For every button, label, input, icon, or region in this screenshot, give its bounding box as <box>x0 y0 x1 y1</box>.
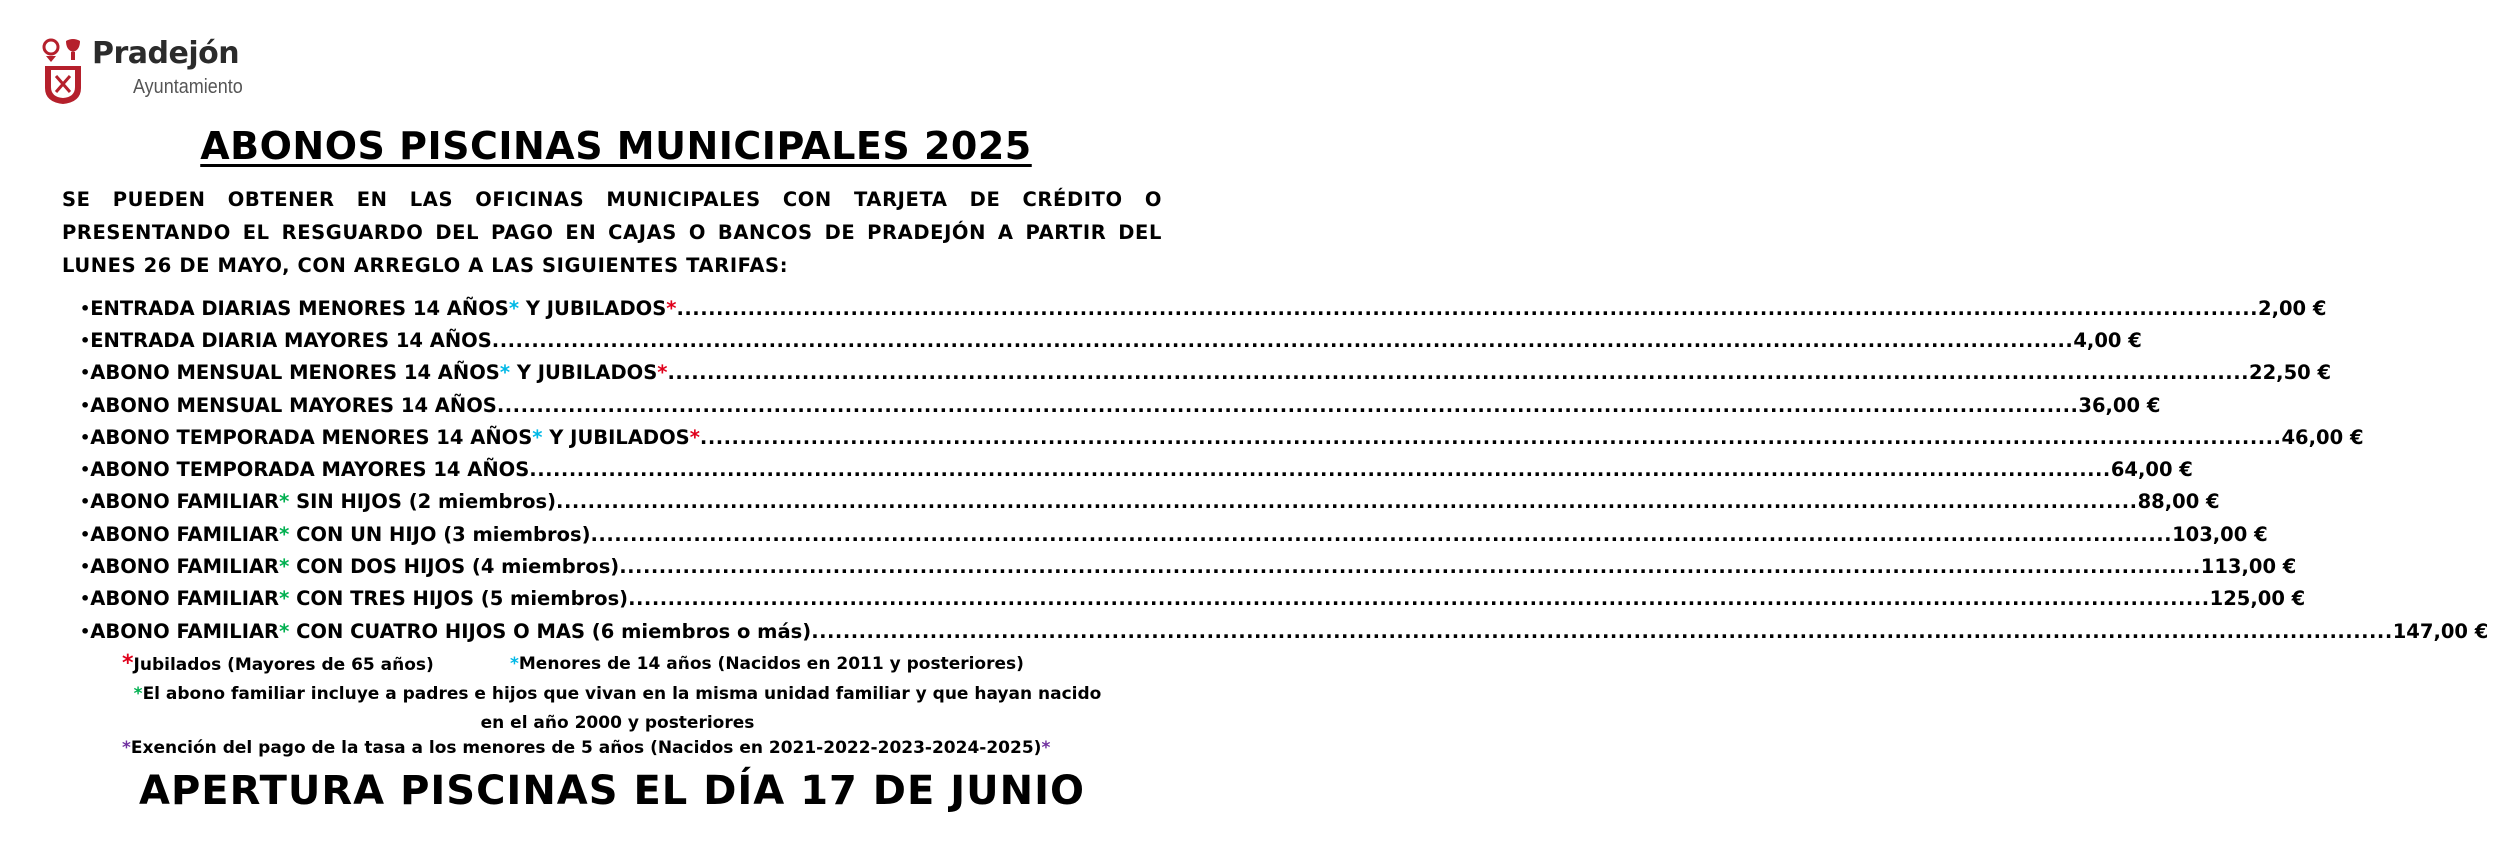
rate-label <box>90 523 590 546</box>
rate-price: 103,00 € <box>2172 522 2268 546</box>
bullet-icon: • <box>80 524 91 544</box>
dot-leader: ........................................................................................................................................................................................................ <box>619 555 2201 579</box>
rate-item <box>80 583 2306 615</box>
pradejon-logo <box>42 38 282 108</box>
dot-leader: ........................................................................................................................................................................................................ <box>590 522 2173 546</box>
asterisk: * <box>499 361 511 385</box>
rate-price: 46,00 € <box>2281 425 2364 449</box>
bullet-icon: • <box>80 298 91 318</box>
rate-label <box>90 458 529 481</box>
rate-item <box>80 486 2220 518</box>
rate-price: 125,00 € <box>2209 587 2306 611</box>
dot-leader: ........................................................................................................................................................................................................ <box>556 490 2138 514</box>
rate-label-text: ABONO FAMILIAR <box>90 555 280 579</box>
intro-paragraph: SE PUEDEN OBTENER EN LAS OFICINAS MUNICIPALES CON TARJETA DE CRÉDITO O PRESENTANDO EL RESGUARDO DEL PAGO EN CAJAS O BANCOS DE PRADEJÓN A PARTIR DEL LUNES 26 DE MAYO, CON ARREGLO A LAS SIGUIENTES TARIFAS: <box>62 188 1162 277</box>
note-retired-text: Jubilados (Mayores de 65 años) <box>133 655 434 675</box>
asterisk: * <box>666 296 677 320</box>
purple-asterisk: * <box>122 738 131 758</box>
bullet-icon: • <box>80 395 91 415</box>
logo-brand-name: Pradejón <box>92 36 240 71</box>
bullet-icon: • <box>80 492 91 512</box>
rate-item <box>80 324 2142 356</box>
dot-leader: ........................................................................................................................................................................................................ <box>491 328 2074 352</box>
rate-price: 4,00 € <box>2073 328 2142 352</box>
rate-label <box>90 394 497 417</box>
rate-label <box>90 297 676 320</box>
note-family-line2: en el año 2000 y posteriores <box>480 713 755 733</box>
rate-item <box>80 453 2193 485</box>
asterisk: * <box>279 587 290 611</box>
rate-item <box>80 389 2161 421</box>
rate-label-text: ABONO TEMPORADA MAYORES 14 AÑOS <box>90 458 530 482</box>
rate-label-text: Y JUBILADOS <box>542 425 690 449</box>
rate-label-text: CON DOS HIJOS (4 miembros) <box>289 555 620 579</box>
rate-label <box>90 587 628 610</box>
note-exemption <box>122 738 1050 758</box>
rate-price: 147,00 € <box>2392 619 2489 643</box>
rate-label-text: ABONO FAMILIAR <box>90 587 280 611</box>
dot-leader: ........................................................................................................................................................................................................ <box>699 425 2282 449</box>
asterisk: * <box>508 296 520 320</box>
rate-label-text: ABONO FAMILIAR <box>90 619 280 643</box>
red-asterisk: * <box>122 651 134 676</box>
dot-leader: ........................................................................................................................................................................................................ <box>628 587 2210 611</box>
rate-label <box>90 361 667 384</box>
rate-price: 36,00 € <box>2078 393 2161 417</box>
bullet-icon: • <box>80 363 91 383</box>
rate-label-text: ENTRADA DIARIA MAYORES 14 AÑOS <box>90 328 492 352</box>
rate-item <box>80 421 2364 453</box>
rate-label-text: CON CUATRO HIJOS O MAS (6 miembros o más) <box>289 619 812 643</box>
asterisk: * <box>279 490 290 514</box>
bullet-icon: • <box>80 330 91 350</box>
dot-leader: ........................................................................................................................................................................................................ <box>676 296 2259 320</box>
asterisk: * <box>279 555 290 579</box>
note-retired <box>122 651 434 676</box>
rate-price: 64,00 € <box>2110 458 2193 482</box>
dot-leader: ........................................................................................................................................................................................................ <box>667 361 2250 385</box>
rate-label-text: ABONO FAMILIAR <box>90 522 280 546</box>
note-minors <box>510 654 1024 674</box>
rate-label-text: Y JUBILADOS <box>510 361 658 385</box>
dot-leader: ........................................................................................................................................................................................................ <box>529 458 2111 482</box>
rate-price: 22,50 € <box>2249 361 2332 385</box>
purple-asterisk-end: * <box>1041 738 1051 758</box>
dot-leader: ........................................................................................................................................................................................................ <box>811 619 2393 643</box>
rate-label <box>90 620 811 643</box>
bullet-icon: • <box>80 557 91 577</box>
logo-subtitle: Ayuntamiento <box>133 76 243 98</box>
rate-item <box>80 292 2327 324</box>
rate-label-text: ABONO MENSUAL MAYORES 14 AÑOS <box>90 393 497 417</box>
rate-label <box>90 329 492 352</box>
rate-label <box>90 490 556 513</box>
asterisk: * <box>532 425 543 449</box>
rate-label-text: CON TRES HIJOS (5 miembros) <box>289 587 629 611</box>
dot-leader: ........................................................................................................................................................................................................ <box>496 393 2079 417</box>
rate-label-text: ABONO FAMILIAR <box>90 490 280 514</box>
opening-announcement: APERTURA PISCINAS EL DÍA 17 DE JUNIO <box>139 768 1085 814</box>
rate-label-text: ABONO TEMPORADA MENORES 14 AÑOS <box>90 425 533 449</box>
rate-price: 2,00 € <box>2258 296 2327 320</box>
green-asterisk: * <box>133 684 143 704</box>
rate-label-text: SIN HIJOS (2 miembros) <box>289 490 557 514</box>
rate-label <box>90 426 700 449</box>
bullet-icon: • <box>80 460 91 480</box>
note-family-line1: El abono familiar incluye a padres e hijos que vivan en la misma unidad familiar y que hayan nacido <box>142 684 1102 704</box>
rate-item <box>80 357 2332 389</box>
rate-item <box>80 550 2297 582</box>
rates-list <box>80 292 2489 647</box>
asterisk: * <box>279 619 290 643</box>
asterisk: * <box>657 361 668 385</box>
note-minors-text: Menores de 14 años (Nacidos en 2011 y posteriores) <box>518 654 1024 674</box>
bullet-icon: • <box>80 621 91 641</box>
page-title: ABONOS PISCINAS MUNICIPALES 2025 <box>200 124 1032 168</box>
rate-label <box>90 555 619 578</box>
rate-label-text: ABONO MENSUAL MENORES 14 AÑOS <box>90 361 500 385</box>
rate-label-text: ENTRADA DIARIAS MENORES 14 AÑOS <box>90 296 509 320</box>
bullet-icon: • <box>80 427 91 447</box>
asterisk: * <box>689 425 700 449</box>
note-exemption-text: Exención del pago de la tasa a los menores de 5 años (Nacidos en 2021-2022-2023-2024-2025) <box>130 738 1042 758</box>
bullet-icon: • <box>80 589 91 609</box>
rate-label-text: CON UN HIJO (3 miembros) <box>289 522 591 546</box>
asterisk: * <box>279 522 290 546</box>
note-family <box>60 680 1175 738</box>
cyan-asterisk: * <box>510 654 519 674</box>
rate-price: 88,00 € <box>2137 490 2220 514</box>
rate-item <box>80 518 2268 550</box>
rate-item <box>80 615 2489 647</box>
rate-label-text: Y JUBILADOS <box>519 296 667 320</box>
rate-price: 113,00 € <box>2200 555 2297 579</box>
